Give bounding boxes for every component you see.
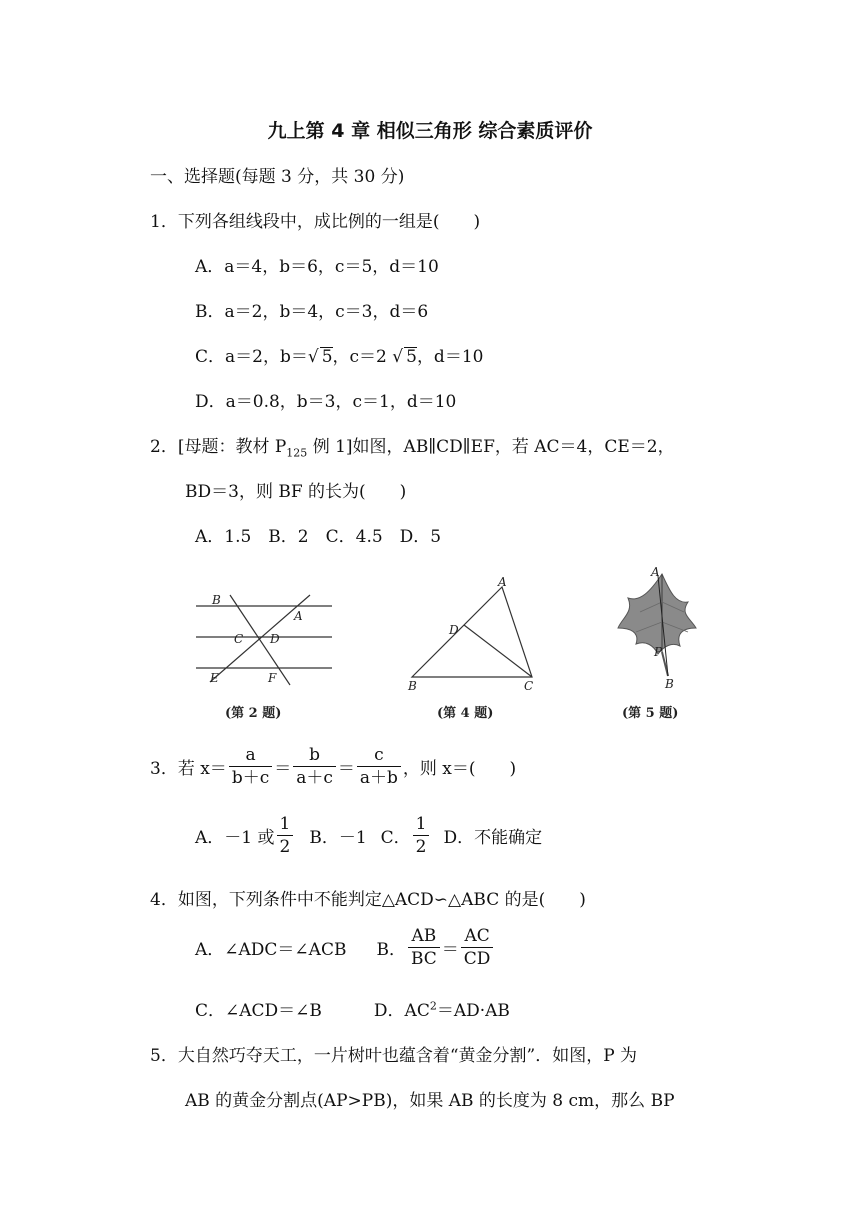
- fig5-label-b: B: [665, 677, 674, 691]
- fig2-label-d: D: [270, 632, 280, 646]
- fig2-label-a: A: [294, 609, 303, 623]
- q4-b-den1: BC: [410, 949, 437, 969]
- q4-opt-c: C．∠ACD＝∠B: [195, 1001, 322, 1021]
- q2-stem: [150, 432, 675, 459]
- q5-line2: AB 的黄金分割点(AP>PB)，如果 AB 的长度为 8 cm，那么 BP: [185, 1091, 675, 1111]
- fig2-caption: (第 2 题): [225, 706, 282, 721]
- q4-opt-a: A．∠ADC＝∠ACB: [195, 940, 347, 960]
- q4-b-num2: AC: [461, 925, 494, 948]
- q4-b-den2: CD: [463, 949, 491, 969]
- fig4-label-a: A: [498, 575, 507, 589]
- q1-option-c: [195, 342, 483, 367]
- q4-b-fraction-1: [408, 925, 440, 970]
- q4-stem: 4．如图，下列条件中不能判定△ACD∽△ABC 的是( ): [150, 890, 586, 910]
- q3-opt-c: C．: [380, 828, 411, 848]
- q1-c-text3: ，d＝10: [416, 347, 484, 367]
- q2-stem-b: 例 1]如图，AB∥CD∥EF，若 AC＝4，CE＝2，: [307, 437, 675, 457]
- q3-f1-num: a: [229, 744, 272, 767]
- q4-b-fraction-2: [461, 925, 494, 970]
- q4-b-eq: ＝: [441, 940, 459, 960]
- leaf-icon: [618, 574, 696, 676]
- q3-opt-a-den: 2: [279, 837, 291, 857]
- q1-option-b: B．a＝2，b＝4，c＝3，d＝6: [195, 302, 429, 322]
- sqrt-icon: √: [307, 347, 319, 367]
- q3-eq-1: ＝: [274, 759, 292, 779]
- fig2-label-c: C: [234, 632, 244, 646]
- q2-options: A．1.5 B．2 C．4.5 D．5: [195, 527, 442, 547]
- q3-opt-a-fraction: [277, 813, 294, 858]
- fig5-caption: (第 5 题): [622, 706, 679, 721]
- sqrt-icon: √: [392, 347, 404, 367]
- q3-stem: [150, 744, 516, 789]
- q3-f3-num: c: [357, 744, 401, 767]
- fig2-label-e: E: [210, 671, 219, 685]
- q3-opt-d: D．不能确定: [443, 828, 543, 848]
- q3-opt-c-fraction: [413, 813, 430, 858]
- q4-options-ab: [195, 925, 495, 970]
- section-heading: 一、选择题(每题 3 分，共 30 分): [150, 167, 405, 187]
- q1-stem: 1．下列各组线段中，成比例的一组是( ): [150, 212, 481, 232]
- q1-c-text1: C．a＝2，b＝: [195, 347, 308, 367]
- fig4-label-d: D: [449, 623, 459, 637]
- q3-eq-2: ＝: [337, 759, 355, 779]
- q3-f2-num: b: [293, 744, 336, 767]
- q1-c-text2: ，c＝2: [332, 347, 393, 367]
- q2-page-sub: 125: [286, 446, 308, 460]
- q2-stem-a: 2．[母题：教材 P: [150, 437, 287, 457]
- q4-opt-d-sup: 2: [429, 999, 437, 1013]
- q1-c-radicand1: 5: [321, 347, 333, 367]
- fig5-label-a: A: [651, 565, 660, 579]
- fig4-label-b: B: [408, 679, 417, 693]
- q4-opt-b: B．: [376, 940, 406, 960]
- q3-fraction-3: [357, 744, 401, 789]
- q4-opt-d-post: ＝AD·AB: [436, 1001, 510, 1021]
- q3-post: ，则 x＝( ): [402, 759, 517, 779]
- q2-stem-line2: BD＝3，则 BF 的长为( ): [185, 482, 407, 502]
- figure-q4: [400, 570, 550, 725]
- q3-options: [195, 813, 542, 858]
- fig4-caption: (第 4 题): [437, 706, 494, 721]
- figure-q2: [190, 585, 340, 725]
- fig2-label-b: B: [212, 593, 221, 607]
- q3-opt-b: B．－1: [309, 828, 367, 848]
- fig2-label-f: F: [268, 671, 277, 685]
- q3-opt-a: A．－1 或: [195, 828, 275, 848]
- q3-f1-den: b＋c: [231, 768, 270, 788]
- q1-option-a: A．a＝4，b＝6，c＝5，d＝10: [195, 257, 439, 277]
- q3-pre: 3．若 x＝: [150, 759, 227, 779]
- fig4-label-c: C: [524, 679, 534, 693]
- q3-opt-c-den: 2: [415, 837, 427, 857]
- q1-option-d: D．a＝0.8，b＝3，c＝1，d＝10: [195, 392, 457, 412]
- q3-f3-den: a＋b: [359, 768, 398, 788]
- q3-f2-den: a＋c: [296, 768, 333, 788]
- page-title: 九上第 4 章 相似三角形 综合素质评价: [267, 120, 593, 142]
- q4-options-cd: [195, 996, 510, 1021]
- figure-q5: [610, 562, 720, 727]
- q3-fraction-2: [293, 744, 336, 789]
- fig5-label-p: P: [654, 645, 663, 659]
- q3-opt-c-num: 1: [413, 813, 430, 836]
- q1-c-radicand2: 5: [406, 347, 417, 367]
- q3-opt-a-num: 1: [277, 813, 294, 836]
- q3-fraction-1: [229, 744, 272, 789]
- q5-line1: 5．大自然巧夺天工，一片树叶也蕴含着“黄金分割”．如图，P 为: [150, 1046, 638, 1066]
- q4-opt-d: D．AC: [373, 1001, 430, 1021]
- q4-b-num1: AB: [408, 925, 440, 948]
